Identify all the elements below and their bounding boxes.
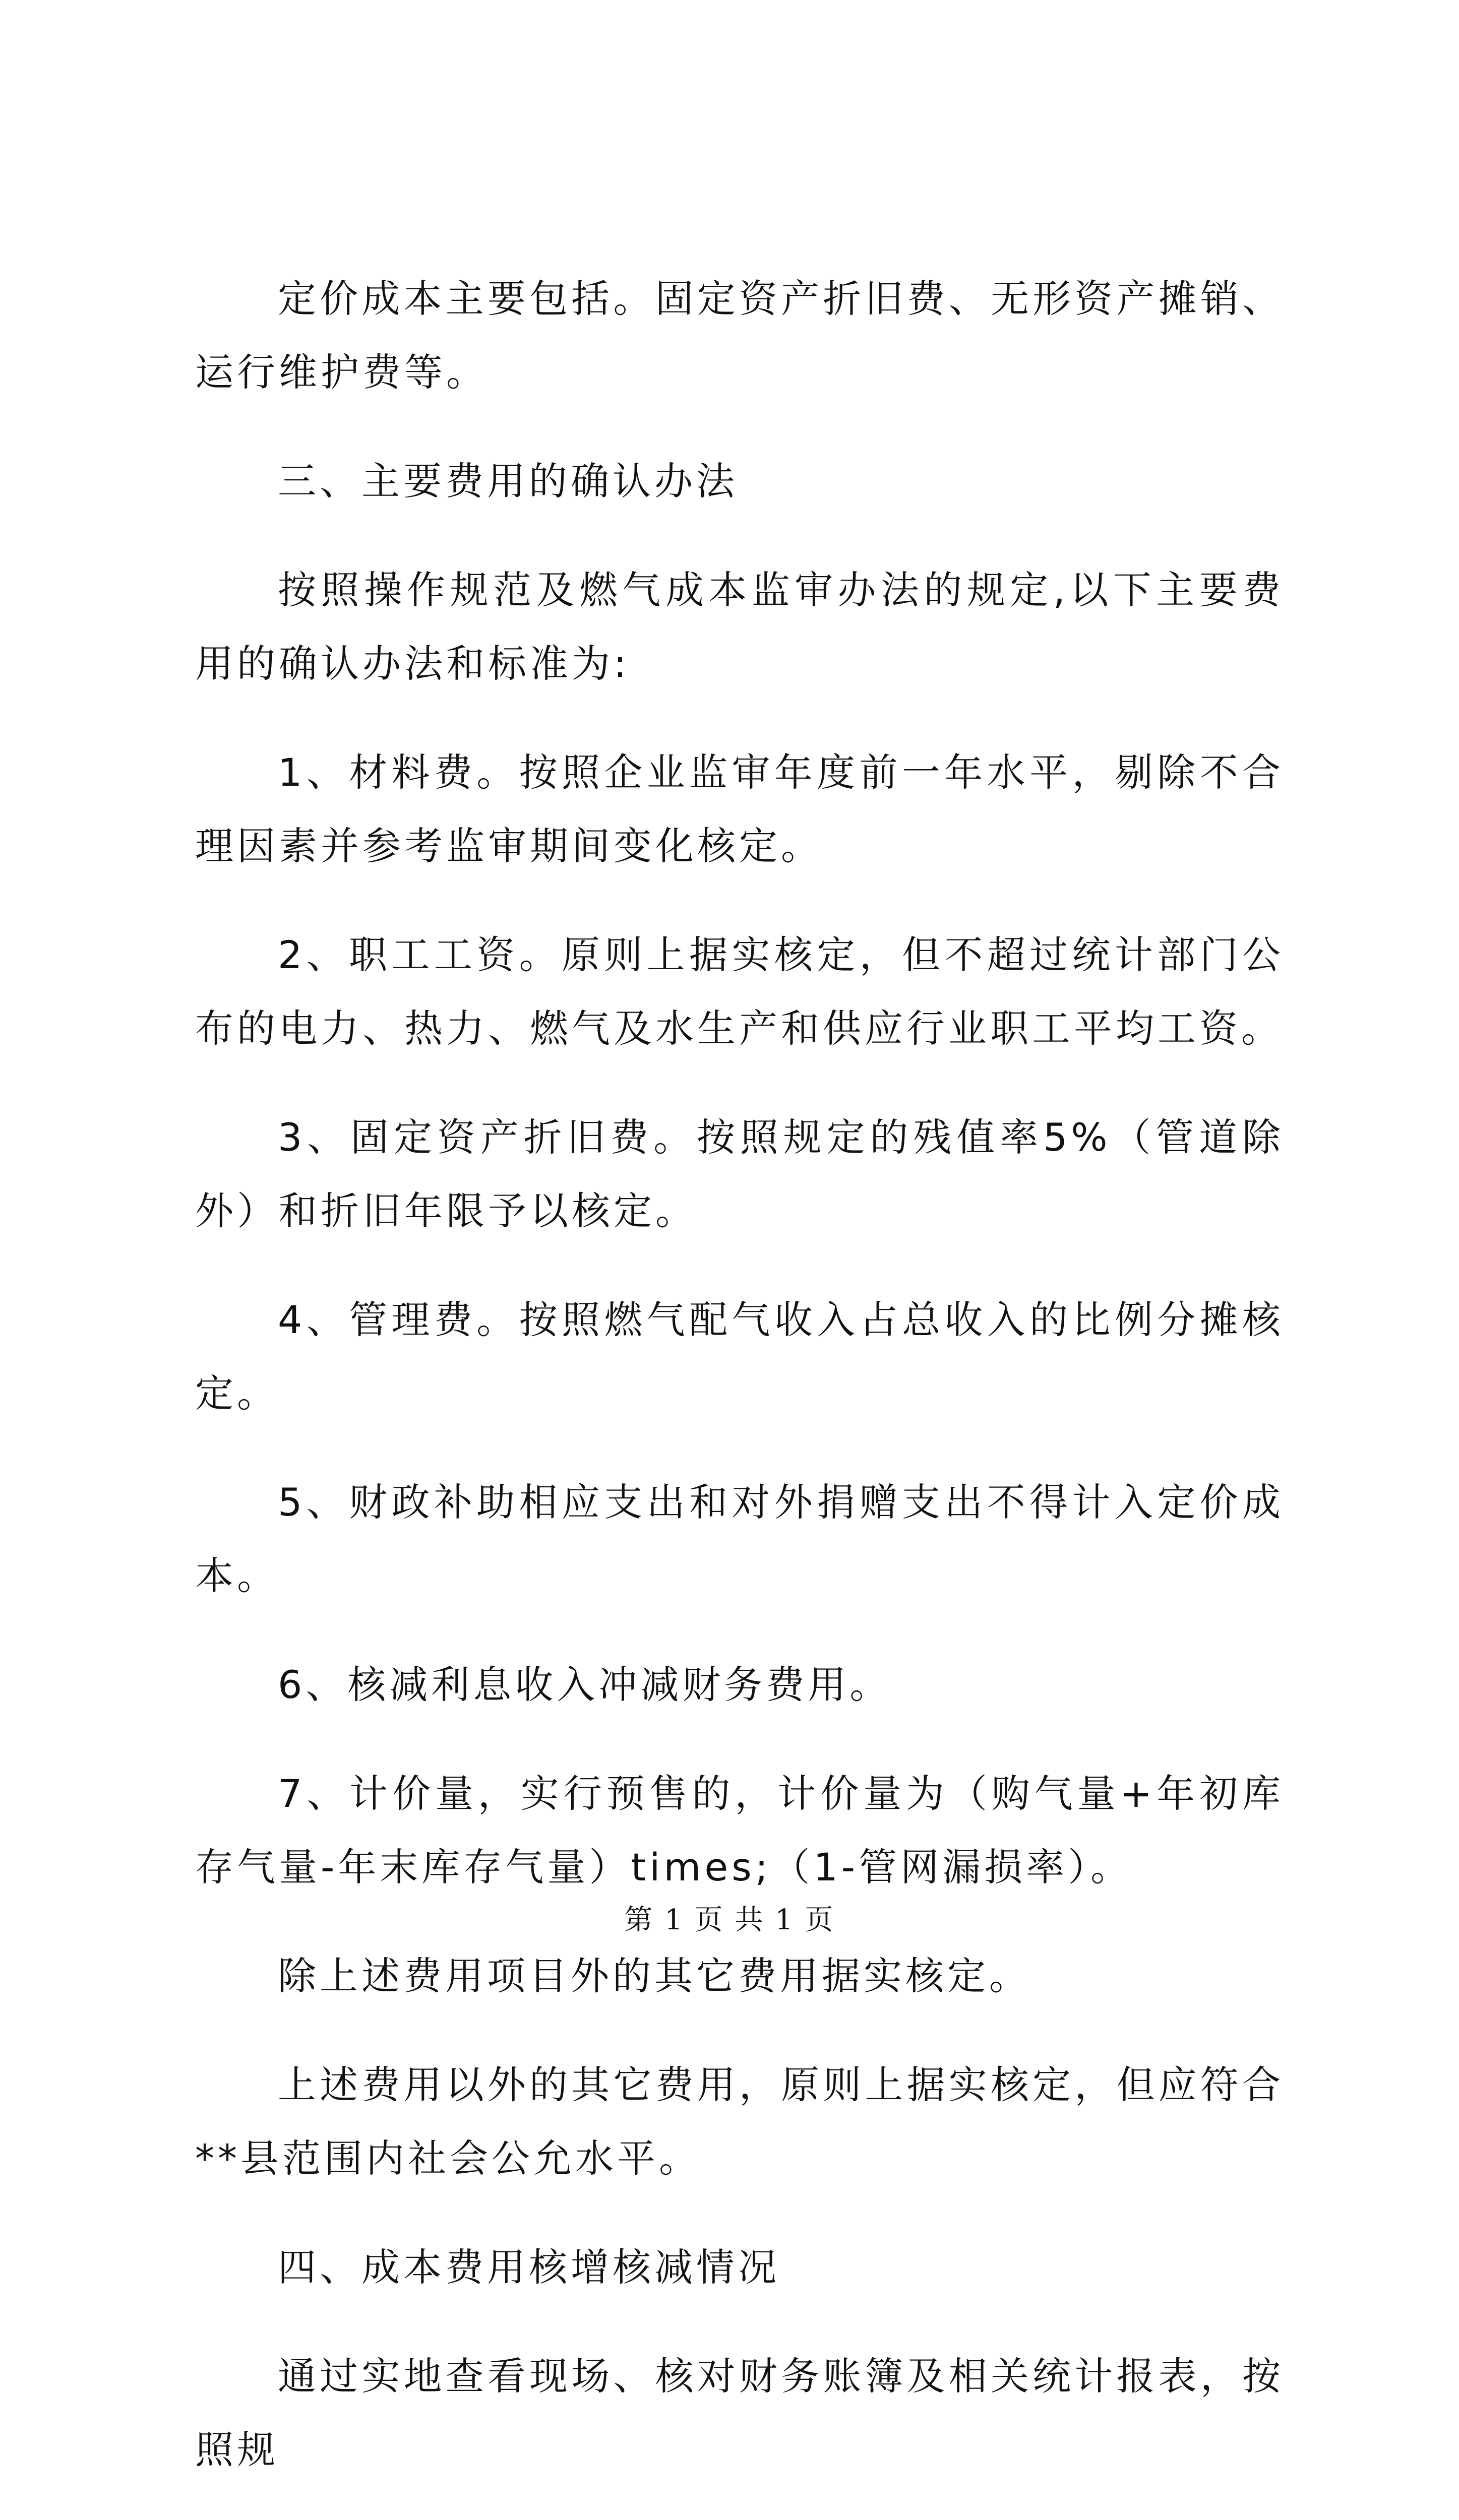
- list-item-depreciation: 3、固定资产折旧费。按照规定的残值率5%（管道除外）和折旧年限予以核定。: [195, 1115, 1284, 1233]
- list-item-material-fee: 1、材料费。按照企业监审年度前一年水平，剔除不合理因素并参考监审期间变化核定。: [195, 750, 1284, 868]
- list-item-pricing-quantity: 7、计价量，实行预售的，计价量为（购气量+年初库存气量-年末库存气量）times;（1-管网漏损率）。: [195, 1771, 1284, 1889]
- paragraph-other-expenses: 除上述费用项目外的其它费用据实核定。: [278, 1954, 1031, 1998]
- paragraph-verification: 通过实地查看现场、核对财务账簿及相关统计报表，按照规: [195, 2354, 1284, 2472]
- list-item-subsidy-expense: 5、财政补助相应支出和对外捐赠支出不得计入定价成本。: [195, 1480, 1284, 1598]
- paragraph-other-costs-standard: 上述费用以外的其它费用，原则上据实核定，但应符合**县范围内社会公允水平。: [195, 2062, 1284, 2181]
- section-heading-4: 四、成本费用核增核减情况: [278, 2245, 780, 2290]
- page-footer: 第 1 页 共 1 页: [624, 1904, 835, 1936]
- paragraph-pricing-cost: 定价成本主要包括。固定资产折旧费、无形资产摊销、运行维护费等。: [195, 276, 1284, 395]
- list-item-interest-income: 6、核减利息收入冲减财务费用。: [278, 1662, 892, 1707]
- paragraph-confirmation-method: 按照操作规范及燃气成本监审办法的规定,以下主要费用的确认办法和标准为:: [195, 568, 1284, 686]
- list-item-management-fee: 4、管理费。按照燃气配气收入占总收入的比例分摊核定。: [195, 1297, 1284, 1416]
- section-heading-3: 三、主要费用的确认办法: [278, 459, 738, 503]
- document-body: [195, 262, 1284, 2520]
- list-item-employee-wages: 2、职工工资。原则上据实核定，但不超过统计部门公布的电力、热力、燃气及水生产和供应行业职工平均工资。: [195, 932, 1284, 1051]
